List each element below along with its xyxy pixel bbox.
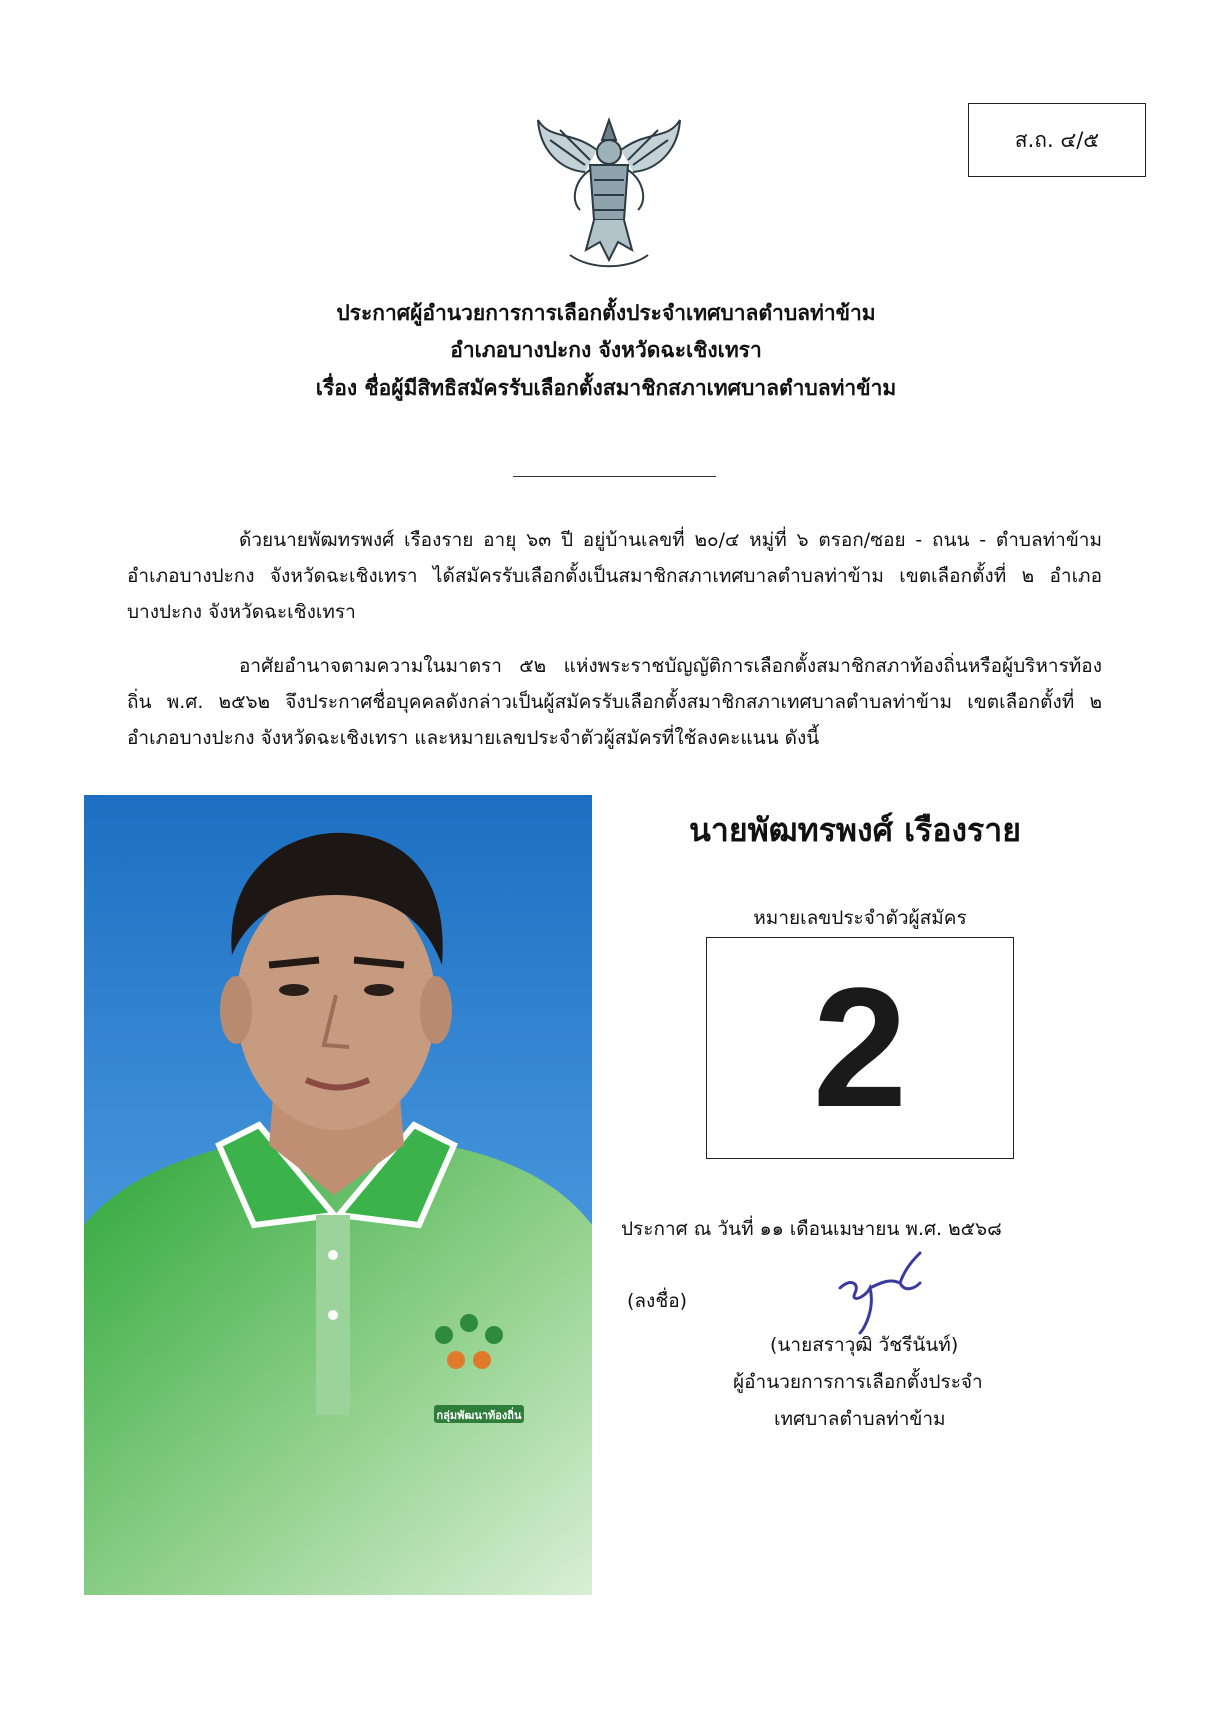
candidate-number-label: หมายเลขประจำตัวผู้สมัคร <box>753 907 967 929</box>
sign-label: (ลงชื่อ) <box>627 1290 688 1312</box>
header-line-3: เรื่อง ชื่อผู้มีสิทธิสมัครรับเลือกตั้งสมาชิกสภาเทศบาลตำบลท่าข้าม <box>315 376 897 400</box>
candidate-number: 2 <box>812 953 908 1143</box>
header-line-1: ประกาศผู้อำนวยการการเลือกตั้งประจำเทศบาลตำบลท่าข้าม <box>336 301 876 325</box>
header-line-2: อำเภอบางปะกง จังหวัดฉะเชิงเทรา <box>450 338 762 362</box>
candidate-number-box <box>706 937 1014 1159</box>
form-code-box <box>968 103 1146 177</box>
body-paragraph-2: อาศัยอำนาจตามความในมาตรา ๕๒ แห่งพระราชบัญญัติการเลือกตั้งสมาชิกสภาท้องถิ่นหรือผู้บริหารท้องถิ่น พ.ศ. ๒๕๖๒ จึงประกาศชื่อบุคคลดังกล่าวเป็นผู้สมัครรับเลือกตั้งสมาชิกสภาเทศบาลตำบลท่าข้าม เขตเลือกตั้งที่ ๒ อำเภอบางปะกง จังหวัดฉะเชิงเทรา และหมายเลขประจำตัวผู้สมัครที่ใช้ลงคะแนน ดังนี้ <box>127 655 1102 749</box>
garuda-emblem-icon <box>530 110 688 272</box>
announcement-date: ประกาศ ณ วันที่ ๑๑ เดือนเมษายน พ.ศ. ๒๕๖๘ <box>621 1218 1002 1240</box>
signer-name: (นายสราวุฒิ วัชรีนันท์) <box>770 1334 959 1356</box>
candidate-photo <box>84 795 592 1595</box>
form-code: ส.ถ. ๔/๕ <box>1014 127 1100 152</box>
signature-icon <box>820 1248 930 1338</box>
candidate-name: นายพัฒทรพงศ์ เรืองราย <box>689 811 1021 849</box>
title-separator <box>513 476 716 477</box>
body-paragraph-1: ด้วยนายพัฒทรพงศ์ เรืองราย อายุ ๖๓ ปี อยู่บ้านเลขที่ ๒๐/๔ หมู่ที่ ๖ ตรอก/ซอย - ถนน - ตำบลท่าข้าม อำเภอบางปะกง จังหวัดฉะเชิงเทรา ได้สมัครรับเลือกตั้งเป็นสมาชิกสภาเทศบาลตำบลท่าข้าม เขตเลือกตั้งที่ ๒ อำเภอบางปะกง จังหวัดฉะเชิงเทรา <box>127 529 1102 623</box>
signer-title-1: ผู้อำนวยการการเลือกตั้งประจำ <box>733 1371 983 1393</box>
candidate-portrait <box>84 795 592 1595</box>
signer-title-2: เทศบาลตำบลท่าข้าม <box>774 1408 946 1430</box>
shirt-logo-text: กลุ่มพัฒนาท้องถิ่น <box>436 1409 522 1422</box>
